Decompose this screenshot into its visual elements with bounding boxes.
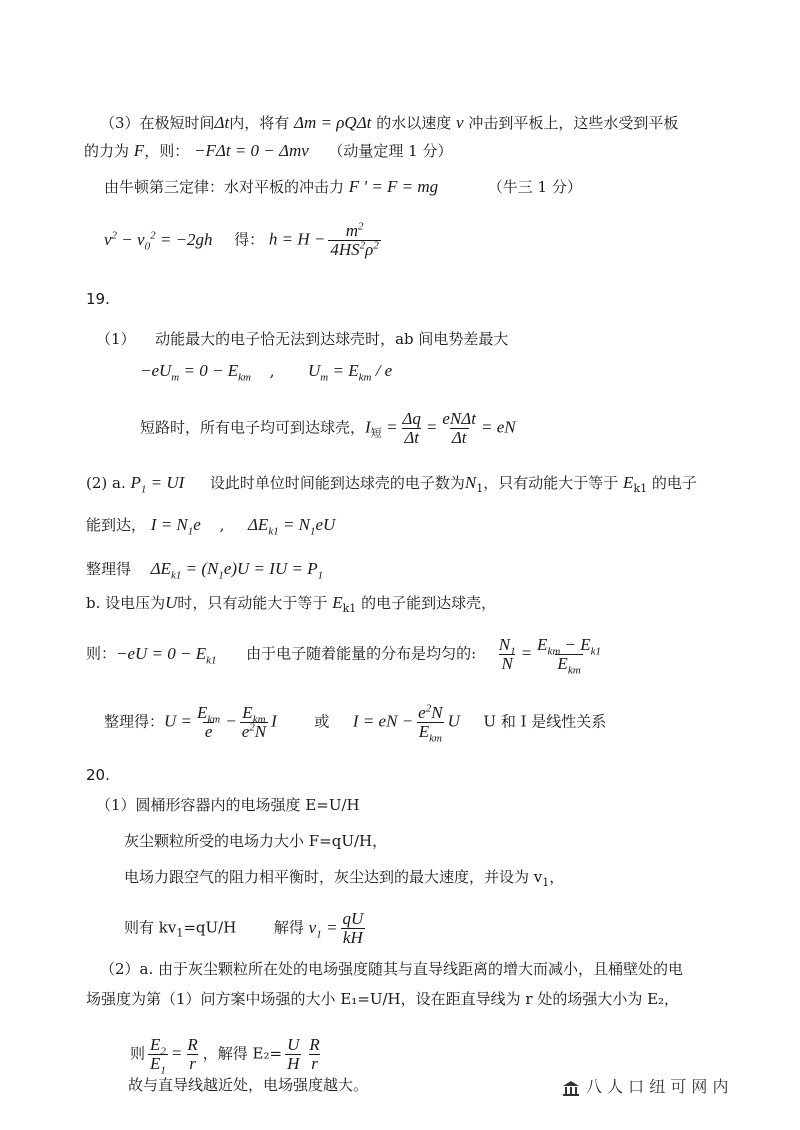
q19-simplify2: 整理得：U = $\frac{E_{km}}{e}$ − $\frac{E_{km}}{e^2N}$ I 或 I = eN − $\frac{e^2N}{E_{km}}$ U U 和 I 是线性关系 [104,702,607,745]
q20-line4: 则有 $kv_1=qU/H$ 解得 $v_1$ = $\frac{qU}{kH}$ [124,909,364,947]
q19-simplify2-text: 整理得： [104,712,165,731]
q19-b-text2: 时，只有动能大于等于 [177,594,328,612]
s3-intro-post: 的水以速度 [376,114,452,132]
q19-p1-text: 动能最大的电子恰无法到达球壳时，ab 间电势差最大 [155,330,509,348]
q20-line3 [124,866,564,888]
s3-line4: $v^2 - v_0^2 = -2gh$ 得： h = H − $\frac{m^2}{4HS^2\rho^2}$ [104,220,379,259]
q20-line7-b: ，解得 E₂= [202,1044,283,1063]
s3-line3: 由牛顿第三定律：水对平板的冲击力 F ' = F = mg （牛三 1 分） [104,177,582,196]
q20-number: 20. [86,766,110,784]
q20-line1: （1）圆桶形容器内的电场强度 E=U/H [96,796,360,814]
q19-b: b. 设电压为U时，只有动能大于等于 $E_{k1}$ 的电子能到达球壳， [86,593,497,615]
s3-intro-pre: （3）在极短时间 [100,114,215,132]
q19-simplify1-text: 整理得 [86,560,132,578]
s3-h-fraction: $\frac{m^2}{4HS^2\rho^2}$ [330,220,379,259]
s3-newton-note: （牛三 1 分） [487,178,582,196]
s3-force-pre: 的力为 [84,142,130,160]
q20-line3-sub: 1 [542,876,550,889]
q19-n-ratio: $\frac{N_1}{N}$ [498,635,516,673]
q19-short: 短路时，所有电子均可到达球壳，$I_短$ = $\frac{\Delta q}{\Delta t}$ = $\frac{\text{eNΔt}}{\Delta t}$ = eN [140,409,516,447]
q19-simplify1: 整理得 $\Delta E_{k1} = (N_1e)U$ = IU = $P_1$ [86,559,324,582]
q19-then-text: 则： [86,644,117,663]
q19-p2-text2: ，只有动能大于等于 [483,474,619,492]
q20-line4-c: 解得 [273,918,304,937]
q19-reach-text: 能到达， [86,516,147,534]
q19-linear-text: U 和 I 是线性关系 [483,712,607,731]
q20-line7-a: 则 [130,1044,146,1063]
q19-b-text3: 的电子能到达球壳， [361,594,497,612]
s3-newton-text: 由牛顿第三定律：水对平板的冲击力 [104,178,345,196]
q20-line2: 灰尘颗粒所受的电场力大小 F=qU/H， [124,832,388,850]
s3-force-mid: ，则： [144,142,190,160]
q19-p2-text1: 设此时单位时间能到达球壳的电子数为 [209,474,465,492]
s3-kin-label: 得： [234,230,265,249]
q19-p1 [96,328,508,350]
q19-reach: 能到达， $I = N_1e$ , $\Delta E_{k1} = N_1eU$ [86,515,336,538]
q19-short-text: 短路时，所有电子均可到达球壳， [140,418,366,437]
q19-or-text: 或 [314,712,330,731]
q19-p1-label: （1） [96,330,136,348]
q19-then: 则：$-eU = 0 - E_{k1}$ 由于电子随着能量的分布是均匀的: $\frac{N_1}{N}$ = $\frac{E_{km} - E_{k1}}{E_{km}}$ [86,635,602,677]
q19-p2-label: (2) a. [86,474,126,492]
logo-icon [562,1080,580,1096]
q20-line3-text: 电场力跟空气的阻力相平衡时，灰尘达到的最大速度，并设为 v [124,868,543,886]
q19-p2-text3: 的电子 [651,474,697,492]
footer-mark [562,1074,729,1097]
q19-p2: (2) a. $P_1$ = UI 设此时单位时间能到达球壳的电子数为$N_1$，只有动能大于等于 $E_{k1}$ 的电子 [86,473,697,496]
q20-line4-sub: 1 [176,926,184,940]
q19-dist-text: 由于电子随着能量的分布是均匀的: [246,644,477,663]
q20-line5: （2）a. 由于灰尘颗粒所在处的电场强度随其与直导线距离的增大而减小，且桶壁处的电 [100,960,684,978]
q20-line4-b: =qU/H [183,918,237,937]
s3-intro-tail: 冲击到平板上，这些水受到平板 [468,114,679,132]
q20-line3-end: ， [549,868,565,886]
s3-intro-mid: 内，将有 [229,114,290,132]
q19-e-ratio: $\frac{E_{km} - E_{k1}}{E_{km}}$ [537,635,602,677]
q20-line8: 故与直导线越近处，电场强度越大。 [128,1076,369,1094]
q20-line6: 场强度为第（1）问方案中场强的大小 E₁=U/H，设在距直导线为 r 处的场强大小为 E₂， [86,990,680,1008]
q20-line4-a: 则有 kv [124,918,177,937]
q19-b-text1: b. 设电压为 [86,594,166,612]
s3-line2: 的力为 F，则： −FΔt = 0 − Δmv （动量定理 1 分） [84,141,453,160]
q19-number: 19. [86,290,110,308]
q19-eq1: $-eU_m = 0 - E_{km}$ , $U_m = E_{km} / e$ [140,361,393,384]
footer-mark-text: 八 ⼈ 口 纽 可 ⽹ 内 [586,1077,729,1096]
q20-line7: 则 $\frac{E_2}{E_1}$ = $\frac{R}{r}$ ，解得 E₂= $\frac{U}{H}$ $\frac{R}{r}$ [130,1035,320,1077]
s3-force-note: （动量定理 1 分） [328,142,453,160]
q19-short-sub: 短 [370,426,382,440]
s3-line1: （3）在极短时间Δt内，将有 Δm = ρQΔt 的水以速度 v 冲击到平板上，这些水受到平板 [100,113,679,132]
